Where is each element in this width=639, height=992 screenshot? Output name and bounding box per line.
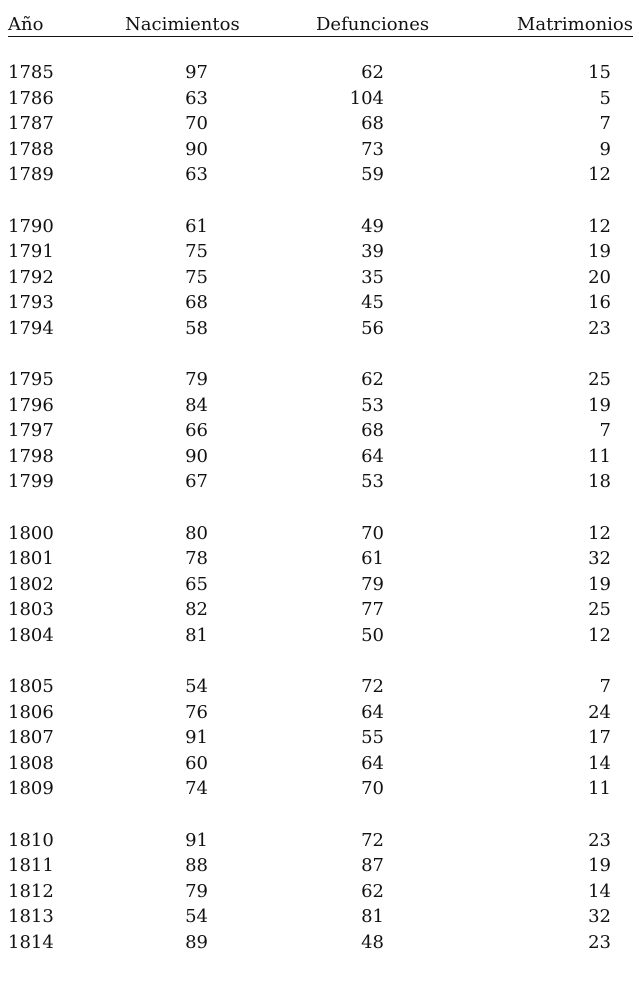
cell-births: 82	[185, 599, 208, 620]
cell-deaths: 53	[361, 394, 384, 416]
cell-births: 88	[185, 855, 208, 876]
cell-deaths: 45	[361, 292, 384, 313]
cell-deaths: 39	[361, 241, 384, 262]
cell-marriages: 24	[588, 701, 611, 723]
cell-deaths: 70	[361, 778, 384, 799]
cell-deaths: 61	[361, 548, 384, 569]
cell-year: 1805	[8, 676, 54, 697]
cell-marriages: 19	[588, 573, 611, 595]
cell-marriages: 16	[588, 292, 611, 313]
cell-marriages: 19	[588, 855, 611, 876]
cell-marriages: 12	[588, 522, 611, 544]
cell-births: 63	[185, 87, 208, 109]
cell-year: 1791	[8, 241, 54, 262]
cell-births: 58	[185, 317, 208, 339]
cell-marriages: 25	[588, 369, 611, 390]
cell-deaths: 62	[361, 369, 384, 390]
cell-deaths: 81	[361, 906, 384, 927]
table-row	[8, 674, 633, 700]
table-row	[8, 828, 633, 854]
table-row	[8, 521, 633, 547]
table-row	[8, 367, 633, 393]
cell-deaths: 64	[361, 701, 384, 723]
cell-deaths: 64	[361, 752, 384, 774]
cell-year: 1810	[8, 829, 54, 851]
table-row-group	[8, 367, 633, 495]
cell-births: 80	[185, 522, 208, 544]
cell-marriages: 7	[599, 676, 611, 697]
cell-births: 67	[185, 471, 208, 492]
cell-marriages: 18	[588, 471, 611, 492]
table-row-group	[8, 674, 633, 802]
cell-year: 1788	[8, 138, 54, 160]
cell-deaths: 49	[361, 215, 384, 237]
cell-year: 1792	[8, 266, 54, 288]
cell-deaths: 70	[361, 522, 384, 544]
table-row	[8, 444, 633, 470]
cell-year: 1786	[8, 87, 54, 109]
cell-births: 81	[185, 624, 208, 646]
cell-year: 1812	[8, 880, 54, 902]
cell-deaths: 55	[361, 727, 384, 748]
cell-year: 1795	[8, 369, 54, 390]
cell-year: 1811	[8, 855, 54, 876]
table-row	[8, 572, 633, 598]
table-row	[8, 469, 633, 495]
cell-marriages: 12	[588, 215, 611, 237]
cell-year: 1809	[8, 778, 54, 799]
cell-marriages: 11	[588, 778, 611, 799]
cell-births: 75	[185, 266, 208, 288]
cell-births: 97	[185, 62, 208, 83]
cell-year: 1806	[8, 701, 54, 723]
cell-births: 65	[185, 573, 208, 595]
table-row-group	[8, 60, 633, 188]
cell-deaths: 68	[361, 113, 384, 134]
cell-deaths: 35	[361, 266, 384, 288]
cell-deaths: 62	[361, 62, 384, 83]
cell-marriages: 14	[588, 752, 611, 774]
cell-births: 61	[185, 215, 208, 237]
cell-deaths: 53	[361, 471, 384, 492]
cell-births: 76	[185, 701, 208, 723]
table-row	[8, 137, 633, 163]
cell-births: 60	[185, 752, 208, 774]
cell-births: 84	[185, 394, 208, 416]
cell-year: 1794	[8, 317, 54, 339]
cell-deaths: 68	[361, 420, 384, 441]
cell-marriages: 5	[599, 87, 611, 109]
column-header-year: Año	[8, 14, 44, 35]
cell-marriages: 25	[588, 599, 611, 620]
cell-births: 54	[185, 676, 208, 697]
cell-births: 79	[185, 369, 208, 390]
column-header-marriages: Matrimonios	[516, 14, 633, 35]
cell-births: 89	[185, 931, 208, 953]
cell-marriages: 7	[599, 113, 611, 134]
table-row-group	[8, 828, 633, 956]
cell-deaths: 77	[361, 599, 384, 620]
cell-deaths: 64	[361, 445, 384, 467]
cell-births: 90	[185, 445, 208, 467]
cell-year: 1801	[8, 548, 54, 569]
cell-marriages: 15	[588, 62, 611, 83]
table-row	[8, 597, 633, 623]
cell-marriages: 7	[599, 420, 611, 441]
cell-year: 1814	[8, 931, 54, 953]
cell-year: 1804	[8, 624, 54, 646]
cell-deaths: 104	[349, 87, 384, 109]
cell-marriages: 23	[588, 317, 611, 339]
table-row	[8, 700, 633, 726]
cell-births: 78	[185, 548, 208, 569]
cell-marriages: 9	[599, 138, 611, 160]
table-row	[8, 111, 633, 137]
table-row	[8, 546, 633, 572]
cell-births: 90	[185, 138, 208, 160]
table-row	[8, 60, 633, 86]
cell-marriages: 19	[588, 241, 611, 262]
cell-year: 1785	[8, 62, 54, 83]
table-row	[8, 265, 633, 291]
cell-year: 1797	[8, 420, 54, 441]
cell-deaths: 73	[361, 138, 384, 160]
table-row	[8, 751, 633, 777]
cell-marriages: 32	[588, 548, 611, 569]
cell-year: 1790	[8, 215, 54, 237]
cell-year: 1798	[8, 445, 54, 467]
table-row	[8, 879, 633, 905]
table-row	[8, 904, 633, 930]
cell-deaths: 72	[361, 829, 384, 851]
table-row	[8, 316, 633, 342]
cell-year: 1808	[8, 752, 54, 774]
cell-year: 1799	[8, 471, 54, 492]
cell-births: 70	[185, 113, 208, 134]
cell-births: 54	[185, 906, 208, 927]
cell-marriages: 23	[588, 931, 611, 953]
cell-deaths: 87	[361, 855, 384, 876]
table-header	[8, 10, 633, 37]
cell-marriages: 11	[588, 445, 611, 467]
cell-year: 1807	[8, 727, 54, 748]
table-row	[8, 725, 633, 751]
column-header-births: Nacimientos	[125, 14, 240, 35]
cell-births: 66	[185, 420, 208, 441]
cell-marriages: 17	[588, 727, 611, 748]
cell-deaths: 72	[361, 676, 384, 697]
table-row	[8, 290, 633, 316]
cell-marriages: 14	[588, 880, 611, 902]
cell-year: 1796	[8, 394, 54, 416]
column-header-deaths: Defunciones	[316, 14, 430, 35]
table-row	[8, 393, 633, 419]
table-row	[8, 239, 633, 265]
table-row-group	[8, 214, 633, 342]
table-row	[8, 214, 633, 240]
cell-marriages: 20	[588, 266, 611, 288]
cell-year: 1793	[8, 292, 54, 313]
cell-year: 1787	[8, 113, 54, 134]
cell-deaths: 50	[361, 624, 384, 646]
table-row	[8, 853, 633, 879]
cell-year: 1800	[8, 522, 54, 544]
cell-births: 63	[185, 164, 208, 185]
cell-births: 79	[185, 880, 208, 902]
cell-marriages: 19	[588, 394, 611, 416]
cell-marriages: 12	[588, 164, 611, 185]
cell-births: 91	[185, 829, 208, 851]
cell-deaths: 59	[361, 164, 384, 185]
cell-year: 1803	[8, 599, 54, 620]
cell-deaths: 56	[361, 317, 384, 339]
table-row	[8, 418, 633, 444]
cell-births: 91	[185, 727, 208, 748]
cell-year: 1802	[8, 573, 54, 595]
cell-year: 1813	[8, 906, 54, 927]
cell-births: 75	[185, 241, 208, 262]
table-row	[8, 86, 633, 112]
cell-deaths: 62	[361, 880, 384, 902]
table-row	[8, 930, 633, 956]
cell-deaths: 79	[361, 573, 384, 595]
table-row	[8, 162, 633, 188]
cell-deaths: 48	[361, 931, 384, 953]
cell-births: 68	[185, 292, 208, 313]
table-row	[8, 776, 633, 802]
table-row	[8, 623, 633, 649]
table-row-group	[8, 521, 633, 649]
cell-marriages: 32	[588, 906, 611, 927]
cell-marriages: 23	[588, 829, 611, 851]
cell-year: 1789	[8, 164, 54, 185]
cell-births: 74	[185, 778, 208, 799]
cell-marriages: 12	[588, 624, 611, 646]
table-body	[8, 60, 633, 981]
